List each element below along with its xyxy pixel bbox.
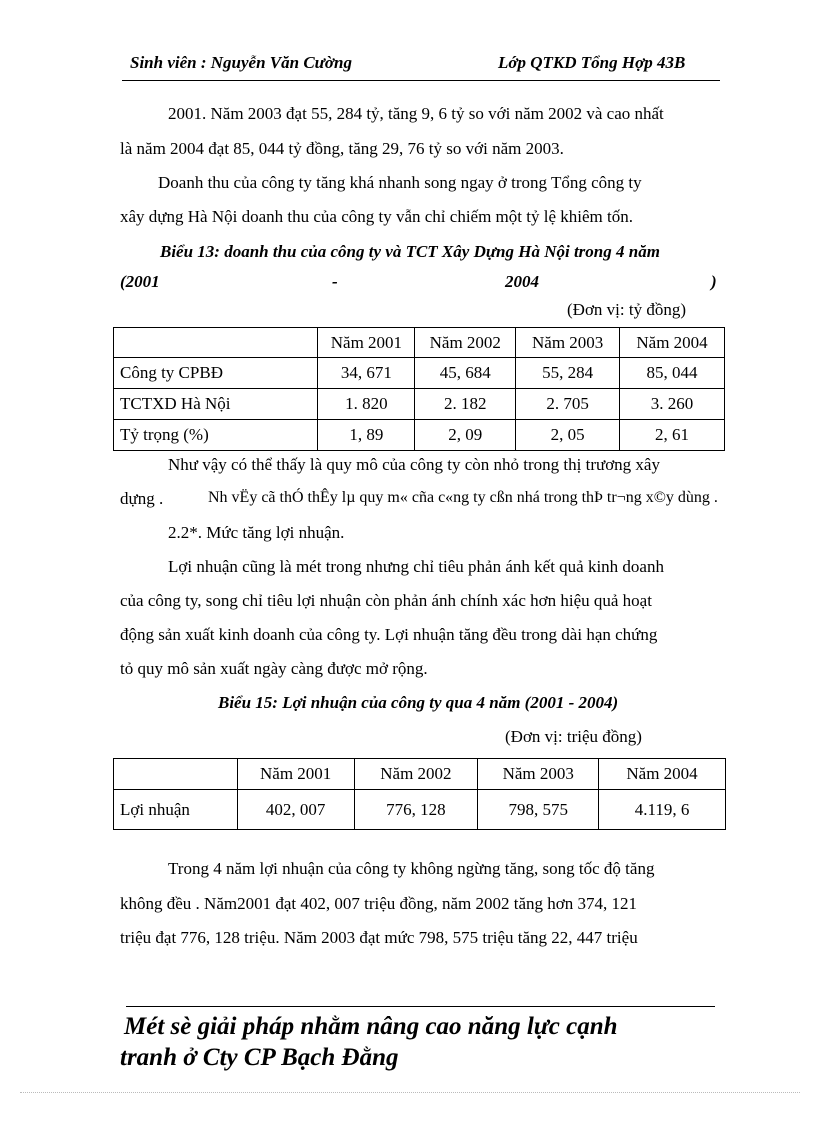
table-cell: 402, 007	[237, 790, 354, 830]
para3-line2b-garbled: Nh vËy cã thÓ thÊy lµ quy m« cña c«ng ty cßn nhá trong thÞ tr¬ng x©y dùng .	[208, 489, 718, 506]
table-header-cell	[114, 759, 238, 790]
table-row	[114, 420, 725, 451]
table-header-cell: Năm 2001	[237, 759, 354, 790]
table-cell: 2. 705	[516, 389, 620, 420]
page-bottom-dotted-rule	[20, 1092, 800, 1093]
caption13-year-end: 2004	[505, 272, 539, 291]
para4-line1: Lợi nhuận cũng là mét trong nhưng chỉ tiêu phản ánh kết quả kinh doanh	[168, 557, 664, 576]
para5-line1: Trong 4 năm lợi nhuận của công ty không ngừng tăng, song tốc độ tăng	[168, 859, 655, 878]
table-cell: 55, 284	[516, 358, 620, 389]
para4-line4: tỏ quy mô sản xuất ngày càng được mở rộng.	[120, 659, 428, 678]
table-cell: 4.119, 6	[599, 790, 726, 830]
row-label: Tỷ trọng (%)	[114, 420, 318, 451]
header-rule	[122, 80, 720, 81]
table-cell: 34, 671	[318, 358, 415, 389]
table-header-cell: Năm 2002	[415, 328, 516, 358]
para4-line2: của công ty, song chỉ tiêu lợi nhuận còn phản ánh chính xác hơn hiệu quả hoạt	[120, 591, 652, 610]
table-header-cell: Năm 2003	[478, 759, 599, 790]
footer-line2: tranh ở Cty CP Bạch Đằng	[120, 1044, 399, 1071]
row-label: TCTXD Hà Nội	[114, 389, 318, 420]
table-cell: 2. 182	[415, 389, 516, 420]
table-cell: 3. 260	[620, 389, 725, 420]
section-title: 2.2*. Mức tăng lợi nhuận.	[168, 523, 345, 542]
table-header-cell: Năm 2004	[620, 328, 725, 358]
caption13-open: (2001	[120, 272, 160, 291]
header-class: Lớp QTKD Tổng Hợp 43B	[498, 53, 686, 72]
table-cell: 2, 61	[620, 420, 725, 451]
table-header-cell: Năm 2004	[599, 759, 726, 790]
table-header-cell: Năm 2001	[318, 328, 415, 358]
para5-line2: không đều . Năm2001 đạt 402, 007 triệu đồng, năm 2002 tăng hơn 374, 121	[120, 894, 638, 913]
table-cell: 2, 09	[415, 420, 516, 451]
table-cell: 1, 89	[318, 420, 415, 451]
table-header-cell	[114, 328, 318, 358]
para2-line2: xây dựng Hà Nội doanh thu của công ty vẫn chỉ chiếm một tỷ lệ khiêm tốn.	[120, 207, 633, 226]
para5-line3: triệu đạt 776, 128 triệu. Năm 2003 đạt mức 798, 575 triệu tăng 22, 447 triệu	[120, 928, 638, 947]
footer-rule	[126, 1006, 715, 1007]
row-label: Lợi nhuận	[114, 790, 238, 830]
table-cell: 1. 820	[318, 389, 415, 420]
header-student: Sinh viên : Nguyễn Văn Cường	[130, 53, 352, 72]
table-cell: 776, 128	[354, 790, 478, 830]
caption15: Biểu 15: Lợi nhuận của công ty qua 4 năm (2001 - 2004)	[218, 693, 619, 712]
para2-line1: Doanh thu của công ty tăng khá nhanh song ngay ở trong Tổng công ty	[158, 173, 642, 192]
table-row	[114, 790, 726, 830]
unit15: (Đơn vị: triệu đồng)	[505, 727, 642, 746]
table-cell: 45, 684	[415, 358, 516, 389]
table-header-cell: Năm 2003	[516, 328, 620, 358]
unit13: (Đơn vị: tỷ đồng)	[567, 300, 687, 319]
table-row	[114, 389, 725, 420]
table-cell: 85, 044	[620, 358, 725, 389]
caption13-dash: -	[332, 272, 338, 291]
footer-line1: Mét sè giải pháp nhằm nâng cao năng lực cạnh	[124, 1013, 618, 1040]
table-cell: 798, 575	[478, 790, 599, 830]
table-cell: 2, 05	[516, 420, 620, 451]
caption13-line1: Biểu 13: doanh thu của công ty và TCT Xây Dựng Hà Nội trong 4 năm	[160, 242, 660, 261]
table-header-row	[114, 328, 725, 358]
table-row	[114, 358, 725, 389]
row-label: Công ty CPBĐ	[114, 358, 318, 389]
para1-line2: là năm 2004 đạt 85, 044 tỷ đồng, tăng 29, 76 tỷ so với năm 2003.	[120, 139, 564, 158]
para4-line3: động sản xuất kinh doanh của công ty. Lợi nhuận tăng đều trong dài hạn chứng	[120, 625, 658, 644]
caption13-close: )	[711, 272, 717, 291]
para1-line1: 2001. Năm 2003 đạt 55, 284 tỷ, tăng 9, 6 tỷ so với năm 2002 và cao nhất	[168, 104, 664, 123]
table-header-row	[114, 759, 726, 790]
table-header-cell: Năm 2002	[354, 759, 478, 790]
para3-line1: Như vậy có thể thấy là quy mô của công ty còn nhỏ trong thị trương xây	[168, 455, 660, 474]
revenue-table	[113, 327, 725, 451]
para3-line2a: dựng .	[120, 489, 164, 508]
profit-table	[113, 758, 726, 830]
